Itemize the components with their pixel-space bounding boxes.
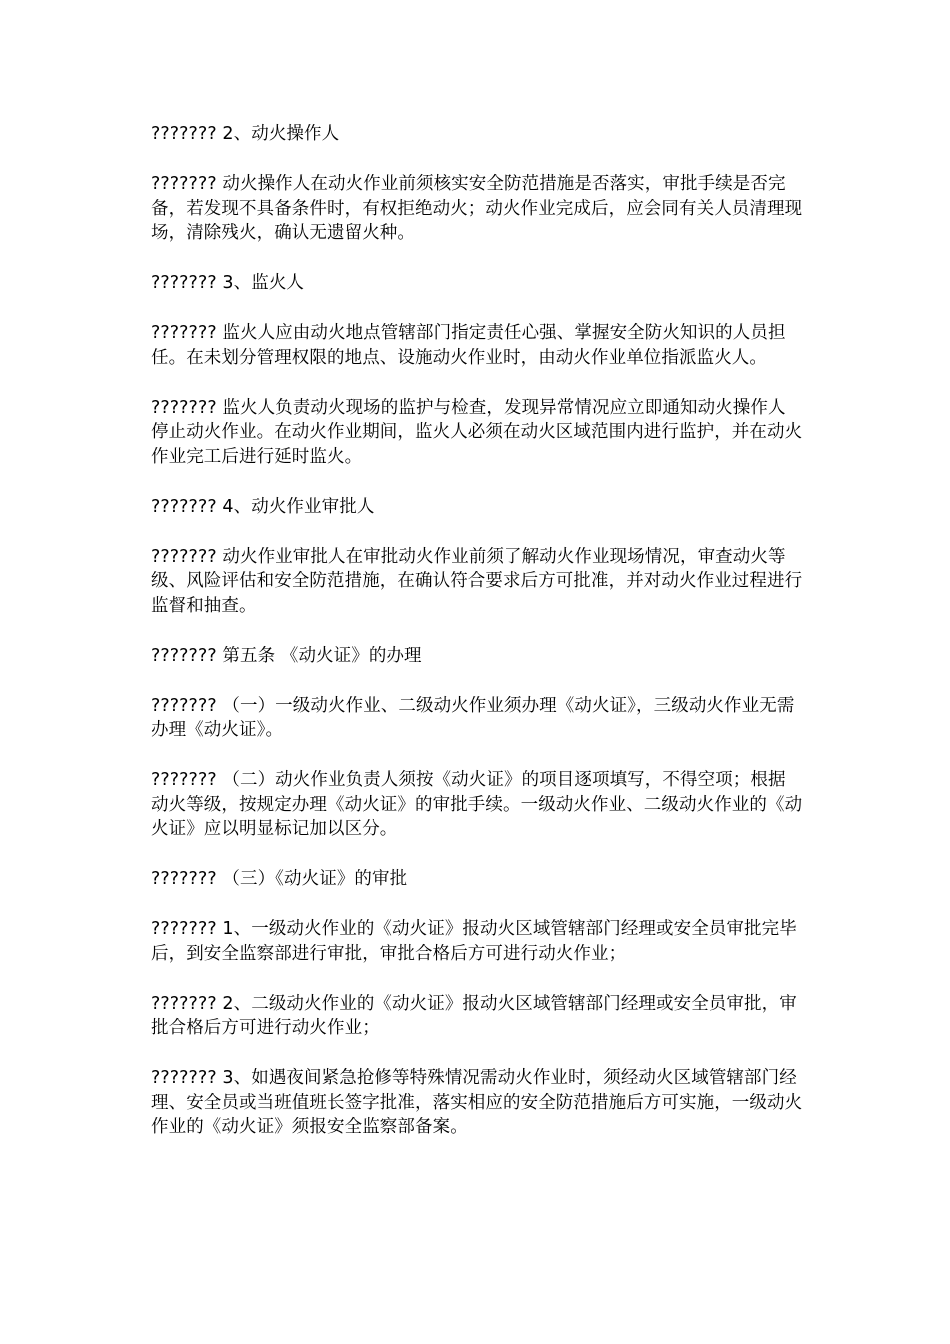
paragraph-operator-duties: ??????? 动火操作人在动火作业前须核实安全防范措施是否落实，审批手续是否完备，若发现不具备条件时，有权拒绝动火；动火作业完成后，应会同有关人员清理现场，清除残火，确认无遗留火种。 xyxy=(151,174,803,243)
heading-approver: ??????? 4、动火作业审批人 xyxy=(151,496,375,517)
heading-permit-approval: ??????? （三）《动火证》的审批 xyxy=(151,869,408,889)
heading-article-five: ??????? 第五条 《动火证》的办理 xyxy=(151,645,422,666)
heading-fire-watcher: ??????? 3、监火人 xyxy=(151,273,305,293)
paragraph-fire-watcher-duties: ??????? 监火人负责动火现场的监护与检查，发现异常情况应立即通知动火操作人停止动火作业。在动火作业期间，监火人必须在动火区域范围内进行监护，并在动火作业完工后进行延时监火。 xyxy=(151,397,803,467)
paragraph-permit-requirement: ??????? （一）一级动火作业、二级动火作业须办理《动火证》，三级动火作业无需办理《动火证》。 xyxy=(151,695,795,740)
paragraph-emergency-approval: ??????? 3、如遇夜间紧急抢修等特殊情况需动火作业时，须经动火区域管辖部门经理、安全员或当班值班长签字批准，落实相应的安全防范措施后方可实施，一级动火作业的《动火证》须报安全监察部备案。 xyxy=(151,1068,803,1137)
paragraph-level-one-approval: ??????? 1、一级动火作业的《动火证》报动火区域管辖部门经理或安全员审批完毕后，到安全监察部进行审批，审批合格后方可进行动火作业； xyxy=(151,919,797,964)
document-body xyxy=(151,122,803,1165)
heading-operator: ??????? 2、动火操作人 xyxy=(151,124,340,144)
paragraph-permit-filling: ??????? （二）动火作业负责人须按《动火证》的项目逐项填写，不得空项；根据动火等级，按规定办理《动火证》的审批手续。一级动火作业、二级动火作业的《动火证》应以明显标记加以区分。 xyxy=(151,770,803,839)
paragraph-level-two-approval: ??????? 2、二级动火作业的《动火证》报动火区域管辖部门经理或安全员审批，审批合格后方可进行动火作业； xyxy=(151,993,797,1038)
paragraph-fire-watcher-appointment: ??????? 监火人应由动火地点管辖部门指定责任心强、掌握安全防火知识的人员担任。在未划分管理权限的地点、设施动火作业时，由动火作业单位指派监火人。 xyxy=(151,323,786,368)
paragraph-approver-duties: ??????? 动火作业审批人在审批动火作业前须了解动火作业现场情况，审查动火等级、风险评估和安全防范措施，在确认符合要求后方可批准，并对动火作业过程进行监督和抽查。 xyxy=(151,546,803,616)
